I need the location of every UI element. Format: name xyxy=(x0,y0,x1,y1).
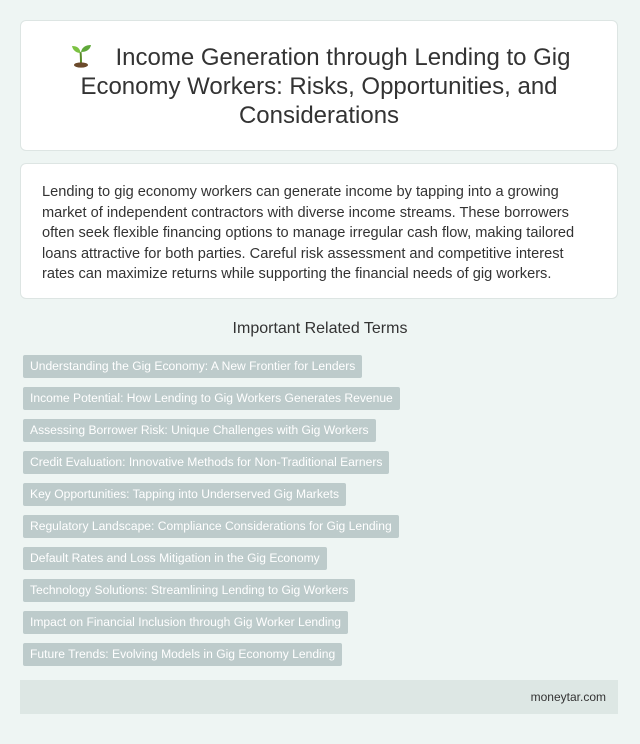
term-tag[interactable]: Impact on Financial Inclusion through Gig Worker Lending xyxy=(23,611,348,634)
intro-card xyxy=(20,163,618,299)
term-tag[interactable]: Credit Evaluation: Innovative Methods for Non-Traditional Earners xyxy=(23,451,389,474)
title-card xyxy=(20,20,618,151)
footer xyxy=(20,680,618,714)
footer-site-link[interactable]: moneytar.com xyxy=(530,690,606,704)
intro-text: Lending to gig economy workers can generate income by tapping into a growing market of independent contractors with diverse income streams. These borrowers often seek flexible financing options to manage irregular cash flow, making tailored loans attractive for both parties. Careful risk assessment and competitive interest rates can maximize returns while supporting the financial needs of gig workers. xyxy=(42,184,575,282)
term-tag[interactable]: Key Opportunities: Tapping into Underserved Gig Markets xyxy=(23,483,346,506)
terms-heading: Important Related Terms xyxy=(232,320,408,337)
term-tag[interactable]: Future Trends: Evolving Models in Gig Economy Lending xyxy=(23,643,342,666)
term-tag[interactable]: Regulatory Landscape: Compliance Considerations for Gig Lending xyxy=(23,515,399,538)
page-title xyxy=(51,42,587,130)
term-tag[interactable]: Income Potential: How Lending to Gig Workers Generates Revenue xyxy=(23,387,400,410)
term-tag[interactable]: Technology Solutions: Streamlining Lending to Gig Workers xyxy=(23,579,355,602)
page-title-text: Income Generation through Lending to Gig Economy Workers: Risks, Opportunities, and Considerations xyxy=(80,43,571,129)
term-tag[interactable]: Understanding the Gig Economy: A New Frontier for Lenders xyxy=(23,355,362,378)
term-tag[interactable]: Default Rates and Loss Mitigation in the Gig Economy xyxy=(23,547,327,570)
term-tag[interactable]: Assessing Borrower Risk: Unique Challenges with Gig Workers xyxy=(23,419,376,442)
terms-list xyxy=(23,355,623,675)
sprout-icon xyxy=(68,42,94,68)
